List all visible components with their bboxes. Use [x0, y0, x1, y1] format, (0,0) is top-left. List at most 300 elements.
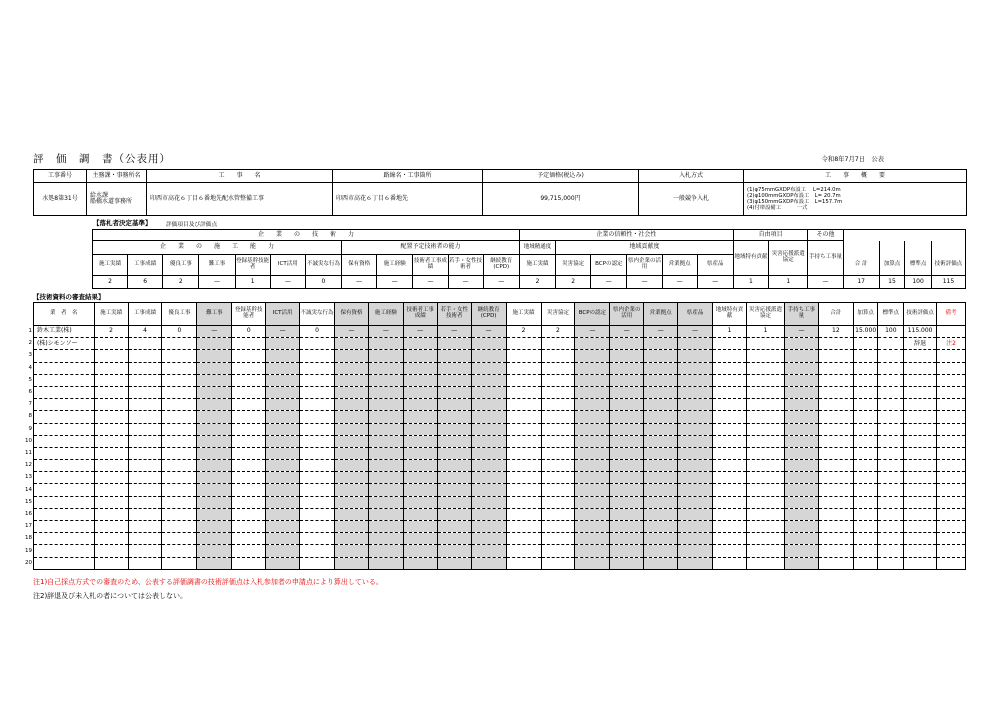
- empty-cell: [610, 447, 644, 459]
- empty-cell: [128, 435, 162, 447]
- empty-cell: [784, 557, 818, 569]
- info-header: 工 事 概 要: [744, 170, 967, 183]
- criteria-col-header: 営業拠点: [662, 255, 697, 276]
- empty-cell: [610, 411, 644, 423]
- empty-cell: [128, 533, 162, 545]
- empty-cell: [878, 508, 904, 520]
- empty-cell: [437, 557, 471, 569]
- empty-cell: [368, 447, 403, 459]
- empty-cell: [94, 545, 128, 557]
- empty-cell: [878, 447, 904, 459]
- score-cell: [232, 338, 266, 350]
- criteria-point: —: [627, 276, 662, 289]
- score-cell: —: [471, 326, 506, 338]
- empty-cell: [232, 496, 266, 508]
- empty-cell: [818, 374, 853, 386]
- empty-cell: [878, 472, 904, 484]
- empty-cell: [937, 447, 966, 459]
- empty-cell: [437, 460, 471, 472]
- criteria-col-header: 地域特有貢献: [733, 241, 768, 276]
- empty-cell: [506, 545, 541, 557]
- row-number: 15: [25, 498, 32, 505]
- construction-summary: (1)φ75mmGXDP布設工 L=214.0m (2)φ100mmGXDP布設工 L= 20.7m (3)φ150mmGXDP布設工 L=157.7m (4)付帯設備工 一式: [744, 183, 967, 216]
- empty-cell: [300, 411, 335, 423]
- empty-cell: [678, 545, 713, 557]
- empty-cell: [437, 472, 471, 484]
- empty-cell: [541, 460, 575, 472]
- results-col-header: ICT活用: [266, 303, 300, 326]
- empty-cell: [818, 350, 853, 362]
- empty-cell: [162, 533, 197, 545]
- empty-cell: [128, 362, 162, 374]
- empty-cell: [368, 362, 403, 374]
- score-cell: 100: [878, 326, 904, 338]
- empty-cell: [644, 399, 678, 411]
- empty-cell: [335, 545, 369, 557]
- table-row: [34, 460, 966, 472]
- row-number: 16: [25, 511, 32, 518]
- score-cell: [300, 338, 335, 350]
- criteria-col-header: 加算点: [879, 255, 905, 276]
- empty-cell: [128, 472, 162, 484]
- empty-cell: [368, 472, 403, 484]
- empty-cell: [403, 496, 437, 508]
- empty-cell: [853, 484, 878, 496]
- empty-cell: [784, 496, 818, 508]
- empty-cell: [878, 411, 904, 423]
- empty-cell: [644, 386, 678, 398]
- info-header: 主務課・事務所名: [87, 170, 147, 183]
- criteria-point: —: [199, 276, 235, 289]
- info-header-row: [34, 170, 967, 183]
- empty-cell: [904, 508, 937, 520]
- empty-cell: [403, 484, 437, 496]
- criteria-col-header: 技術者工事成績: [413, 255, 448, 276]
- empty-cell: [266, 423, 300, 435]
- results-col-header: 災害協定: [541, 303, 575, 326]
- criteria-col-header: BCPの認定: [591, 255, 627, 276]
- empty-cell: [128, 386, 162, 398]
- empty-cell: [197, 423, 232, 435]
- empty-cell: [197, 350, 232, 362]
- empty-cell: [300, 350, 335, 362]
- empty-cell: [471, 411, 506, 423]
- empty-cell: [335, 423, 369, 435]
- criteria-point: 17: [843, 276, 879, 289]
- empty-cell: [335, 411, 369, 423]
- empty-cell: [644, 435, 678, 447]
- empty-cell: [471, 521, 506, 533]
- empty-cell: [197, 435, 232, 447]
- empty-cell: [34, 472, 95, 484]
- score-cell: —: [784, 326, 818, 338]
- score-cell: —: [437, 326, 471, 338]
- empty-cell: [437, 362, 471, 374]
- row-number: 1: [28, 328, 32, 334]
- empty-cell: [713, 423, 747, 435]
- empty-cell: [34, 460, 95, 472]
- empty-cell: [232, 423, 266, 435]
- empty-cell: [266, 545, 300, 557]
- score-cell: [853, 338, 878, 350]
- empty-cell: [437, 447, 471, 459]
- score-cell: —: [368, 326, 403, 338]
- empty-cell: [784, 350, 818, 362]
- results-col-header: 不誠実な行為: [300, 303, 335, 326]
- empty-cell: [678, 533, 713, 545]
- empty-cell: [678, 411, 713, 423]
- empty-cell: [746, 423, 784, 435]
- empty-cell: [368, 435, 403, 447]
- publication-date: 令和8年7月7日 公表: [821, 156, 884, 163]
- table-row: [34, 386, 966, 398]
- empty-cell: [94, 350, 128, 362]
- empty-cell: [818, 545, 853, 557]
- empty-cell: [818, 435, 853, 447]
- empty-cell: [541, 484, 575, 496]
- results-col-header: 登録基幹技能者: [232, 303, 266, 326]
- empty-cell: [610, 496, 644, 508]
- empty-cell: [937, 533, 966, 545]
- criteria-point: 6: [128, 276, 163, 289]
- empty-cell: [128, 399, 162, 411]
- results-col-header: 工事成績: [128, 303, 162, 326]
- empty-cell: [644, 484, 678, 496]
- score-cell: 2: [94, 326, 128, 338]
- empty-cell: [403, 533, 437, 545]
- empty-cell: [197, 460, 232, 472]
- empty-cell: [746, 521, 784, 533]
- row-number: 6: [28, 389, 32, 396]
- criteria-point: 2: [163, 276, 199, 289]
- criteria-blank: [843, 241, 879, 255]
- empty-cell: [403, 472, 437, 484]
- info-header: 工 事 名: [147, 170, 333, 183]
- remark-cell: [937, 326, 966, 338]
- table-row: [34, 338, 966, 350]
- empty-cell: [403, 423, 437, 435]
- empty-cell: [818, 411, 853, 423]
- empty-cell: [403, 521, 437, 533]
- criteria-col-header: 県内企業の活用: [627, 255, 662, 276]
- criteria-point: —: [342, 276, 377, 289]
- empty-cell: [575, 386, 610, 398]
- tech-group: 企 業 の 技 術 力: [93, 230, 520, 241]
- empty-cell: [878, 533, 904, 545]
- table-row: [34, 557, 966, 569]
- empty-cell: [610, 423, 644, 435]
- score-cell: [471, 338, 506, 350]
- criteria-point: —: [662, 276, 697, 289]
- empty-cell: [878, 350, 904, 362]
- info-header: 入札方式: [639, 170, 744, 183]
- empty-cell: [506, 472, 541, 484]
- empty-cell: [403, 374, 437, 386]
- empty-cell: [937, 423, 966, 435]
- empty-cell: [368, 484, 403, 496]
- row-number: 4: [28, 364, 32, 371]
- empty-cell: [506, 521, 541, 533]
- empty-cell: [471, 447, 506, 459]
- results-col-header: 継続教育(CPD): [471, 303, 506, 326]
- empty-cell: [300, 545, 335, 557]
- results-col-header: 地域特有貢献: [713, 303, 747, 326]
- empty-cell: [904, 460, 937, 472]
- empty-cell: [644, 508, 678, 520]
- empty-cell: [437, 545, 471, 557]
- row-number: 13: [25, 474, 32, 481]
- empty-cell: [368, 557, 403, 569]
- row-number: 2: [28, 340, 32, 347]
- empty-cell: [128, 557, 162, 569]
- empty-cell: [162, 447, 197, 459]
- empty-cell: [541, 374, 575, 386]
- empty-cell: [713, 411, 747, 423]
- empty-cell: [128, 484, 162, 496]
- empty-cell: [94, 435, 128, 447]
- results-col-header: 県内企業の活用: [610, 303, 644, 326]
- empty-cell: [335, 508, 369, 520]
- empty-cell: [471, 533, 506, 545]
- results-col-header: 標準点: [878, 303, 904, 326]
- empty-cell: [878, 399, 904, 411]
- empty-cell: [644, 411, 678, 423]
- results-col-header: 施工実績: [94, 303, 128, 326]
- empty-cell: [162, 557, 197, 569]
- empty-cell: [266, 484, 300, 496]
- empty-cell: [437, 399, 471, 411]
- empty-cell: [403, 362, 437, 374]
- empty-cell: [335, 521, 369, 533]
- empty-cell: [878, 435, 904, 447]
- empty-cell: [162, 423, 197, 435]
- empty-cell: [610, 472, 644, 484]
- score-cell: [784, 338, 818, 350]
- score-cell: [610, 338, 644, 350]
- empty-cell: [471, 557, 506, 569]
- empty-cell: [575, 496, 610, 508]
- empty-cell: [610, 362, 644, 374]
- criteria-point: 1: [235, 276, 270, 289]
- empty-cell: [853, 447, 878, 459]
- empty-cell: [784, 545, 818, 557]
- empty-cell: [368, 545, 403, 557]
- empty-cell: [904, 423, 937, 435]
- empty-cell: [541, 423, 575, 435]
- empty-cell: [128, 496, 162, 508]
- empty-cell: [575, 362, 610, 374]
- score-cell: —: [197, 326, 232, 338]
- bidder-name: (株)シモンソー: [34, 338, 95, 350]
- empty-cell: [853, 411, 878, 423]
- empty-cell: [784, 521, 818, 533]
- criteria-table: [92, 229, 966, 289]
- empty-cell: [541, 386, 575, 398]
- empty-cell: [232, 533, 266, 545]
- empty-cell: [403, 508, 437, 520]
- empty-cell: [878, 545, 904, 557]
- empty-cell: [904, 557, 937, 569]
- empty-cell: [878, 374, 904, 386]
- empty-cell: [197, 472, 232, 484]
- empty-cell: [610, 399, 644, 411]
- empty-cell: [232, 386, 266, 398]
- empty-cell: [471, 460, 506, 472]
- empty-cell: [610, 350, 644, 362]
- empty-cell: [713, 508, 747, 520]
- criteria-col-header: 施工経験: [377, 255, 413, 276]
- region-group: 地域精通度: [519, 241, 555, 255]
- score-cell: 2: [506, 326, 541, 338]
- empty-cell: [904, 472, 937, 484]
- empty-cell: [575, 350, 610, 362]
- empty-cell: [878, 362, 904, 374]
- score-cell: [266, 338, 300, 350]
- empty-cell: [853, 423, 878, 435]
- empty-cell: [368, 521, 403, 533]
- empty-cell: [368, 533, 403, 545]
- empty-cell: [575, 374, 610, 386]
- empty-cell: [300, 447, 335, 459]
- empty-cell: [34, 350, 95, 362]
- empty-cell: [746, 386, 784, 398]
- empty-cell: [853, 435, 878, 447]
- empty-cell: [644, 460, 678, 472]
- criteria-col-header: 手持ち工事量: [808, 241, 843, 276]
- empty-cell: [266, 350, 300, 362]
- empty-cell: [266, 496, 300, 508]
- empty-cell: [506, 350, 541, 362]
- empty-cell: [94, 557, 128, 569]
- empty-cell: [266, 557, 300, 569]
- empty-cell: [575, 508, 610, 520]
- empty-cell: [575, 557, 610, 569]
- criteria-point: —: [808, 276, 843, 289]
- criteria-point: 2: [556, 276, 591, 289]
- empty-cell: [197, 557, 232, 569]
- empty-cell: [300, 484, 335, 496]
- score-cell: [437, 338, 471, 350]
- empty-cell: [713, 533, 747, 545]
- empty-cell: [644, 350, 678, 362]
- results-col-header: 災害応援派遣協定: [746, 303, 784, 326]
- empty-cell: [746, 508, 784, 520]
- empty-cell: [937, 508, 966, 520]
- score-cell: [128, 338, 162, 350]
- empty-cell: [94, 386, 128, 398]
- empty-cell: [644, 423, 678, 435]
- empty-cell: [34, 374, 95, 386]
- empty-cell: [878, 460, 904, 472]
- empty-cell: [266, 411, 300, 423]
- empty-cell: [94, 362, 128, 374]
- empty-cell: [853, 496, 878, 508]
- score-cell: 115.000: [904, 326, 937, 338]
- table-row: [34, 533, 966, 545]
- empty-cell: [506, 362, 541, 374]
- empty-cell: [541, 350, 575, 362]
- empty-cell: [937, 411, 966, 423]
- results-col-header: 難工事: [197, 303, 232, 326]
- score-cell: 0: [300, 326, 335, 338]
- empty-cell: [266, 472, 300, 484]
- empty-cell: [232, 508, 266, 520]
- table-row: [34, 508, 966, 520]
- empty-cell: [878, 423, 904, 435]
- empty-cell: [541, 399, 575, 411]
- table-row: [34, 423, 966, 435]
- empty-cell: [335, 533, 369, 545]
- criteria-col-header: 登録基幹技能者: [235, 255, 270, 276]
- criteria-blank: [905, 241, 932, 255]
- empty-cell: [878, 484, 904, 496]
- empty-cell: [575, 521, 610, 533]
- empty-cell: [541, 533, 575, 545]
- empty-cell: [937, 545, 966, 557]
- criteria-point: 1: [769, 276, 808, 289]
- empty-cell: [610, 521, 644, 533]
- empty-cell: [784, 447, 818, 459]
- empty-cell: [506, 496, 541, 508]
- empty-cell: [197, 521, 232, 533]
- empty-cell: [232, 521, 266, 533]
- empty-cell: [784, 362, 818, 374]
- empty-cell: [300, 557, 335, 569]
- info-table: [33, 169, 967, 216]
- score-cell: —: [403, 326, 437, 338]
- results-col-header: 若手・女性技術者: [437, 303, 471, 326]
- empty-cell: [300, 386, 335, 398]
- empty-cell: [713, 350, 747, 362]
- row-numbers: [22, 325, 32, 569]
- empty-cell: [368, 460, 403, 472]
- empty-cell: [34, 435, 95, 447]
- empty-cell: [541, 472, 575, 484]
- construction-name: 印西市高花６丁目６番地先配水管整備工事: [147, 183, 333, 216]
- empty-cell: [94, 484, 128, 496]
- empty-cell: [403, 545, 437, 557]
- empty-cell: [128, 411, 162, 423]
- empty-cell: [713, 460, 747, 472]
- info-value-row: [34, 183, 967, 216]
- empty-cell: [937, 350, 966, 362]
- table-row: [34, 399, 966, 411]
- empty-cell: [904, 350, 937, 362]
- row-number: 14: [25, 486, 32, 493]
- empty-cell: [746, 435, 784, 447]
- empty-cell: [818, 423, 853, 435]
- empty-cell: [335, 350, 369, 362]
- criteria-point: —: [591, 276, 627, 289]
- empty-cell: [94, 447, 128, 459]
- score-cell: 辞退: [904, 338, 937, 350]
- empty-cell: [162, 374, 197, 386]
- empty-cell: [610, 484, 644, 496]
- empty-cell: [162, 496, 197, 508]
- empty-cell: [403, 447, 437, 459]
- empty-cell: [506, 557, 541, 569]
- empty-cell: [34, 545, 95, 557]
- empty-cell: [904, 399, 937, 411]
- empty-cell: [94, 508, 128, 520]
- empty-cell: [853, 399, 878, 411]
- results-col-header: 備考: [937, 303, 966, 326]
- empty-cell: [784, 399, 818, 411]
- empty-cell: [713, 557, 747, 569]
- empty-cell: [904, 484, 937, 496]
- empty-cell: [471, 362, 506, 374]
- empty-cell: [437, 423, 471, 435]
